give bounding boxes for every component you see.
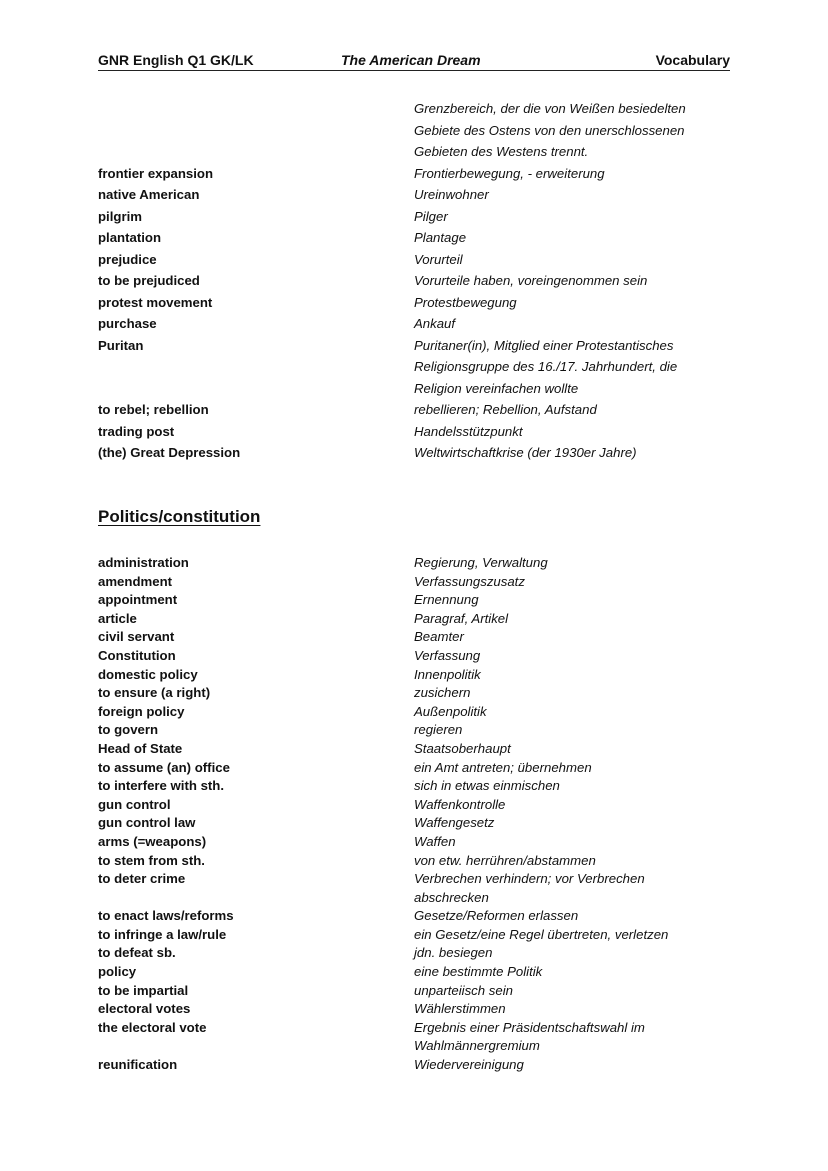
definition-line: Plantage [414, 230, 467, 245]
vocab-term: pilgrim [98, 208, 142, 224]
vocab-term: Puritan [98, 337, 144, 353]
definition-line: Waffenkontrolle [414, 796, 506, 812]
vocab-row [98, 796, 738, 815]
definition-line: Pilger [414, 208, 448, 224]
vocab-term: (the) Great Depression [98, 445, 241, 460]
vocab-row [98, 814, 738, 833]
vocab-row [98, 982, 738, 1001]
vocab-row [98, 628, 738, 647]
course-label: GNR English Q1 GK/LK [98, 52, 254, 68]
vocab-definition [414, 184, 738, 206]
definition-line: Außenpolitik [414, 703, 487, 719]
page-header [98, 50, 730, 71]
definition-line: ein Amt antreten; übernehmen [414, 759, 592, 775]
vocab-definition [414, 684, 738, 703]
vocab-term: to enact laws/reforms [98, 908, 234, 924]
vocab-row [98, 666, 738, 685]
vocab-definition [414, 1056, 738, 1075]
vocab-definition [414, 249, 738, 271]
definition-line: Ureinwohner [414, 187, 489, 202]
definition-line: zusichern [414, 685, 471, 701]
vocab-term: to govern [98, 722, 159, 738]
vocab-definition [414, 399, 738, 421]
vocab-term: to interfere with sth. [98, 778, 225, 794]
vocab-definition [414, 740, 738, 759]
vocab-row [98, 759, 738, 778]
vocab-term: article [98, 610, 137, 626]
vocab-term: foreign policy [98, 703, 185, 719]
vocab-row [98, 944, 738, 963]
vocab-row [98, 1019, 738, 1056]
vocab-definition [414, 442, 738, 464]
vocab-term: to deter crime [98, 871, 186, 887]
vocab-row [98, 335, 738, 400]
vocab-definition [414, 759, 738, 778]
vocab-term: trading post [98, 423, 175, 439]
vocab-term: to assume (an) office [98, 759, 230, 775]
definition-line: Wiedervereinigung [414, 1057, 524, 1073]
vocab-row [98, 399, 738, 421]
vocab-row [98, 442, 738, 464]
vocab-row [98, 852, 738, 871]
definition-line: sich in etwas einmischen [414, 778, 560, 794]
vocab-definition [414, 982, 738, 1001]
definition-line: Waffen [414, 833, 456, 849]
definition-line: Verfassung [414, 647, 481, 663]
vocab-term: to ensure (a right) [98, 685, 211, 701]
definition-line: von etw. herrühren/abstammen [414, 852, 596, 868]
definition-line: ein Gesetz/eine Regel übertreten, verletzen [414, 926, 669, 942]
vocab-definition [414, 610, 738, 629]
vocab-row [98, 703, 738, 722]
vocab-term: frontier expansion [98, 165, 214, 181]
vocab-definition [414, 421, 738, 443]
vocab-row [98, 98, 738, 163]
definition-line: Gebiete des Ostens von den unerschlossenen [414, 122, 685, 138]
definition-line: Innenpolitik [414, 666, 481, 682]
vocab-row [98, 721, 738, 740]
definition-line: Gesetze/Reformen erlassen [414, 908, 579, 924]
vocab-row [98, 573, 738, 592]
definition-line: Regierung, Verwaltung [414, 555, 548, 570]
vocab-term: civil servant [98, 629, 175, 645]
vocab-row [98, 206, 738, 228]
vocab-definition [414, 335, 738, 400]
vocab-definition [414, 721, 738, 740]
definition-line: Wählerstimmen [414, 1001, 506, 1017]
vocab-row [98, 926, 738, 945]
definition-line: rebellieren; Rebellion, Aufstand [414, 402, 597, 417]
vocab-definition [414, 554, 738, 573]
vocab-definition [414, 270, 738, 292]
document-type: Vocabulary [655, 52, 730, 68]
vocab-definition [414, 852, 738, 871]
vocab-term: to rebel; rebellion [98, 402, 209, 417]
vocab-definition [414, 944, 738, 963]
definition-line: Gebieten des Westens trennt. [414, 144, 589, 159]
vocab-row [98, 833, 738, 852]
vocab-row [98, 1000, 738, 1019]
definition-line: Waffengesetz [414, 815, 495, 831]
document-title: The American Dream [341, 52, 481, 68]
vocab-definition [414, 573, 738, 592]
definition-line: jdn. besiegen [414, 945, 493, 961]
definition-line: Religion vereinfachen wollte [414, 380, 579, 396]
definition-line: Verfassungszusatz [414, 573, 525, 589]
vocab-definition [414, 666, 738, 685]
definition-line: Puritaner(in), Mitglied einer Protestantisches [414, 337, 674, 353]
definition-line: regieren [414, 722, 463, 738]
vocab-definition [414, 777, 738, 796]
vocab-definition [414, 963, 738, 982]
vocab-definition [414, 313, 738, 335]
vocab-term: gun control law [98, 815, 196, 831]
vocab-definition [414, 926, 738, 945]
vocab-list-history [98, 98, 738, 464]
vocab-row [98, 270, 738, 292]
vocab-definition [414, 206, 738, 228]
vocab-row [98, 684, 738, 703]
vocab-term: policy [98, 964, 137, 980]
definition-line: Ergebnis einer Präsidentschaftswahl im [414, 1019, 645, 1035]
vocab-term [98, 98, 414, 163]
vocab-definition [414, 647, 738, 666]
vocab-row [98, 907, 738, 926]
vocab-list-politics [98, 554, 738, 1075]
vocab-row [98, 227, 738, 249]
vocab-term: reunification [98, 1057, 178, 1073]
definition-line: Frontierbewegung, - erweiterung [414, 165, 605, 181]
vocab-term: administration [98, 555, 189, 570]
vocab-row [98, 870, 738, 907]
vocab-row [98, 963, 738, 982]
vocab-definition [414, 591, 738, 610]
vocab-row [98, 292, 738, 314]
vocab-term: gun control [98, 796, 171, 812]
vocab-definition [414, 292, 738, 314]
vocab-definition [414, 907, 738, 926]
vocab-definition [414, 1019, 738, 1056]
vocab-term: to be impartial [98, 982, 189, 998]
definition-line: Verbrechen verhindern; vor Verbrechen [414, 871, 645, 887]
vocab-term: to infringe a law/rule [98, 926, 227, 942]
vocab-term: electoral votes [98, 1001, 191, 1017]
definition-line: Ankauf [414, 316, 456, 331]
vocab-row [98, 184, 738, 206]
vocab-row [98, 249, 738, 271]
vocab-row [98, 777, 738, 796]
vocab-term: Head of State [98, 740, 183, 756]
definition-line: Ernennung [414, 592, 479, 608]
vocab-definition [414, 163, 738, 185]
vocab-definition [414, 796, 738, 815]
definition-line: Vorurteile haben, voreingenommen sein [414, 273, 648, 288]
definition-line: Handelsstützpunkt [414, 423, 523, 439]
vocab-row [98, 163, 738, 185]
definition-line: Grenzbereich, der die von Weißen besiedelten [414, 101, 686, 116]
vocab-row [98, 554, 738, 573]
vocab-term: to stem from sth. [98, 852, 205, 868]
vocab-term: purchase [98, 316, 157, 331]
vocab-row [98, 1056, 738, 1075]
vocab-definition [414, 814, 738, 833]
definition-line: Weltwirtschaftkrise (der 1930er Jahre) [414, 445, 637, 460]
definition-line: Vorurteil [414, 251, 463, 267]
vocab-definition [414, 833, 738, 852]
vocab-term: to be prejudiced [98, 273, 200, 288]
vocab-term: amendment [98, 573, 173, 589]
section-title: Politics/constitution [98, 507, 261, 526]
vocab-row [98, 313, 738, 335]
definition-line: Beamter [414, 629, 464, 645]
vocab-definition [414, 98, 738, 163]
vocab-term: plantation [98, 230, 162, 245]
vocab-term: domestic policy [98, 666, 198, 682]
definition-line: Paragraf, Artikel [414, 610, 509, 626]
vocab-row [98, 421, 738, 443]
vocab-term: prejudice [98, 251, 157, 267]
vocab-row [98, 740, 738, 759]
definition-line: unparteiisch sein [414, 982, 513, 998]
vocab-term: the electoral vote [98, 1019, 207, 1035]
definition-line: Wahlmännergremium [414, 1038, 540, 1054]
definition-line: Religionsgruppe des 16./17. Jahrhundert, die [414, 359, 678, 374]
vocab-term: appointment [98, 592, 178, 608]
vocab-definition [414, 1000, 738, 1019]
vocab-row [98, 610, 738, 629]
definition-line: abschrecken [414, 889, 489, 905]
vocab-term: arms (=weapons) [98, 833, 207, 849]
vocab-definition [414, 870, 738, 907]
vocab-term: native American [98, 187, 200, 202]
vocab-term: protest movement [98, 294, 213, 310]
definition-line: Staatsoberhaupt [414, 740, 511, 756]
vocab-term: to defeat sb. [98, 945, 176, 961]
vocab-definition [414, 227, 738, 249]
vocab-row [98, 647, 738, 666]
vocab-term: Constitution [98, 647, 176, 663]
vocab-definition [414, 703, 738, 722]
vocab-row [98, 591, 738, 610]
definition-line: eine bestimmte Politik [414, 964, 543, 980]
definition-line: Protestbewegung [414, 294, 517, 310]
vocab-definition [414, 628, 738, 647]
